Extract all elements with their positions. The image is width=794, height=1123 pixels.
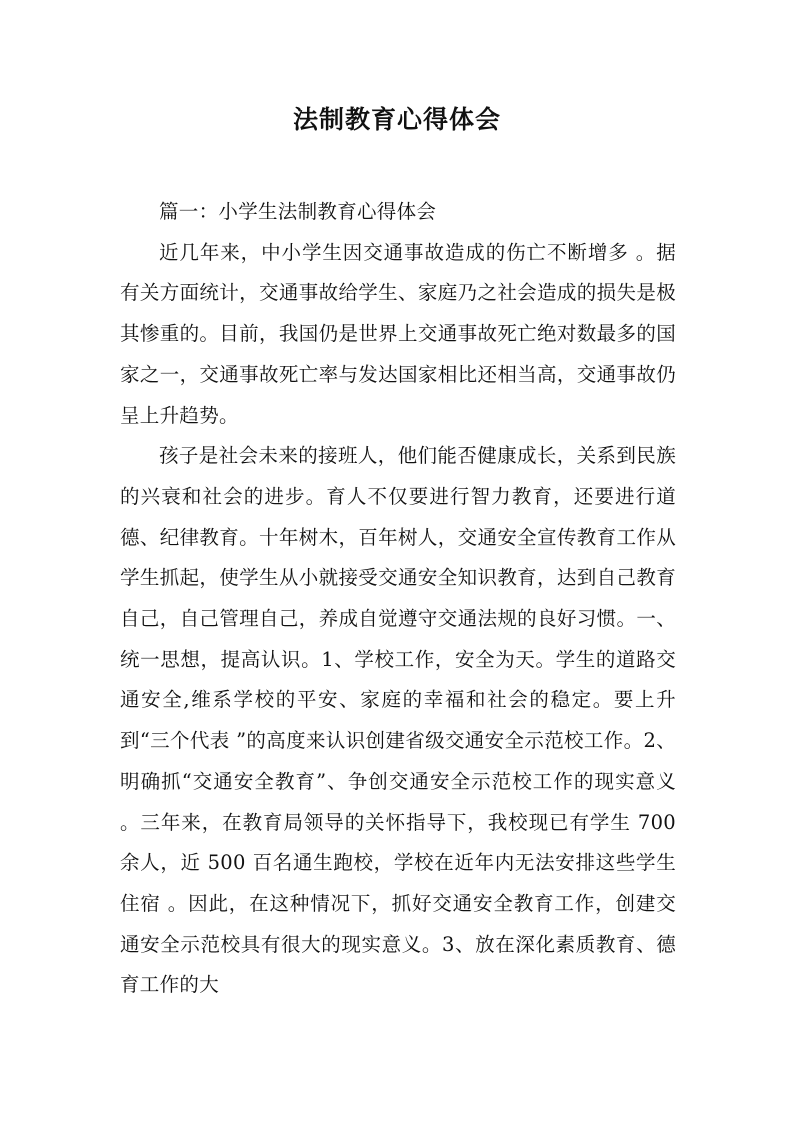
paragraph-2: 孩子是社会未来的接班人，他们能否健康成长，关系到民族的兴衰和社会的进步。育人不仅要进行智力教育，还要进行道德、纪律教育。十年树木，百年树人，交通安全宣传教育工作从学生抓起，使学生从小就接受交通安全知识教育，达到自己教育自己，自己管理自己，养成自觉遵守交通法规的良好习惯。一、统一思想，提高认识。1、学校工作，安全为天。学生的道路交通安全,维系学校的平安、家庭的幸福和社会的稳定。要上升到“三个代表 ”的高度来认识创建省级交通安全示范校工作。2、明确抓“交通安全教育”、争创交通安全示范校工作的现实意义 。三年来，在教育局领导的关怀指导下，我校现已有学生 700 余人，近 500 百名通生跑校，学校在近年内无法安排这些学生住宿 。因此，在这种情况下，抓好交通安全教育工作，创建交通安全示范校具有很大的现实意义。3、放在深化素质教育、德育工作的大 <box>120 444 676 997</box>
document-body <box>120 192 676 1006</box>
document-title: 法制教育心得体会 <box>292 105 501 134</box>
section-heading: 篇一：小学生法制教育心得体会 <box>159 200 437 223</box>
paragraph-1: 近几年来，中小学生因交通事故造成的伤亡不断增多 。据有关方面统计，交通事故给学生、家庭乃之社会造成的损失是极其惨重的。目前，我国仍是世界上交通事故死亡绝对数最多的国家之一，交通事故死亡率与发达国家相比还相当高，交通事故仍呈上升趋势。 <box>120 240 676 427</box>
